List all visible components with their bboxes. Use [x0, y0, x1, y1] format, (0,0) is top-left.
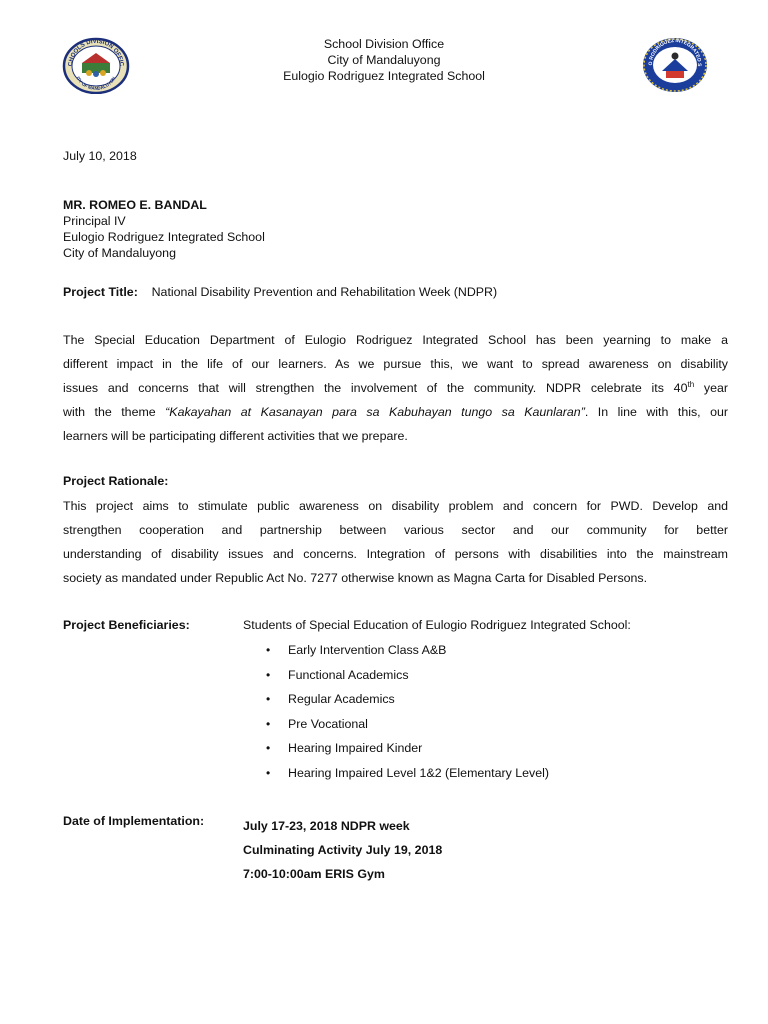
letterhead — [0, 36, 768, 84]
svg-text:SCHOOLS DIVISION OFFICE: CHOOLS DIVISION OFFIC — [67, 38, 125, 67]
intro-paragraph — [63, 328, 728, 448]
project-title-value: National Disability Prevention and Rehabilitation Week (NDPR) — [151, 285, 498, 299]
bullet-icon: • — [266, 765, 271, 780]
recipient-city: City of Mandaluyong — [63, 246, 176, 260]
letterhead-city: City of Mandaluyong — [327, 53, 441, 67]
beneficiaries-list — [266, 642, 549, 790]
list-item: • Regular Academics — [266, 692, 395, 707]
recipient-name: MR. ROMEO E. BANDAL — [63, 198, 207, 212]
beneficiaries-label: Project Beneficiaries: — [63, 618, 190, 632]
recipient-school: Eulogio Rodriguez Integrated School — [63, 230, 265, 244]
rationale-line-2: strengthen cooperation and partnership between various sector and our community for better — [63, 523, 728, 537]
culminating-activity: Culminating Activity July 19, 2018 — [243, 843, 443, 857]
rationale-line-1: This project aims to stimulate public awareness on disability problem and concern for PWD. Develop and — [63, 499, 728, 513]
ordinal-suffix: th — [687, 379, 695, 389]
list-item: • Functional Academics — [266, 667, 409, 682]
letterhead-school: Eulogio Rodriguez Integrated School — [283, 69, 485, 83]
ndpr-theme: “Kakayahan at Kasanayan para sa Kabuhayan tungo sa Kaunlaran” — [165, 405, 585, 419]
letter-date: July 10, 2018 — [63, 149, 137, 163]
list-item: • Pre Vocational — [266, 716, 368, 731]
implementation-week: July 17-23, 2018 NDPR week — [243, 819, 410, 833]
intro-line-2: different impact in the life of our learners. As we pursue this, we want to spread awareness on disability — [63, 357, 728, 371]
letterhead-office: School Division Office — [323, 37, 445, 51]
recipient-block — [63, 197, 265, 261]
bullet-icon: • — [266, 741, 271, 756]
list-item: • Early Intervention Class A&B — [266, 643, 447, 657]
list-item: • Hearing Impaired Level 1&2 (Elementary Level) — [266, 765, 550, 780]
beneficiaries-intro: Students of Special Education of Eulogio Rodriguez Integrated School: — [243, 618, 631, 632]
time-and-venue: 7:00-10:00am ERIS Gym — [243, 867, 385, 881]
project-title-label: Project Title: — [63, 285, 138, 299]
implementation-details — [243, 814, 442, 886]
rationale-paragraph — [63, 494, 728, 590]
rationale-label: Project Rationale: — [63, 474, 169, 488]
project-title-row — [63, 285, 497, 301]
bullet-icon: • — [266, 716, 271, 731]
svg-text:EULOGIO RODRIGUEZ INTEGRATED S: O RODRIGUEZ INTEGRATED S — [647, 37, 703, 67]
intro-line-4: with the theme “Kakayahan at Kasanayan para sa Kabuhayan tungo sa Kaunlaran”. In line with this, our — [63, 405, 728, 419]
implementation-label: Date of Implementation: — [63, 814, 205, 828]
bullet-icon: • — [266, 667, 271, 682]
recipient-position: Principal IV — [63, 214, 126, 228]
bullet-icon: • — [266, 643, 271, 657]
intro-line-5: learners will be participating different activities that we prepare. — [63, 429, 408, 443]
intro-line-3: issues and concerns that will strengthen the involvement of the community. NDPR celebrate its 40th year — [63, 379, 729, 395]
rationale-line-4: society as mandated under Republic Act No. 7277 otherwise known as Magna Carta for Disabled Persons. — [63, 571, 648, 585]
intro-line-1: The Special Education Department of Eulogio Rodriguez Integrated School has been yearning to make a — [63, 333, 728, 347]
svg-text:CITY OF MANDALUYONG: ITY OF MANDALUYON — [75, 75, 117, 91]
list-item: • Hearing Impaired Kinder — [266, 741, 423, 756]
bullet-icon: • — [266, 692, 271, 707]
rationale-line-3: understanding of disability issues and concerns. Integration of persons with disabilities into the mainstream — [63, 547, 728, 561]
